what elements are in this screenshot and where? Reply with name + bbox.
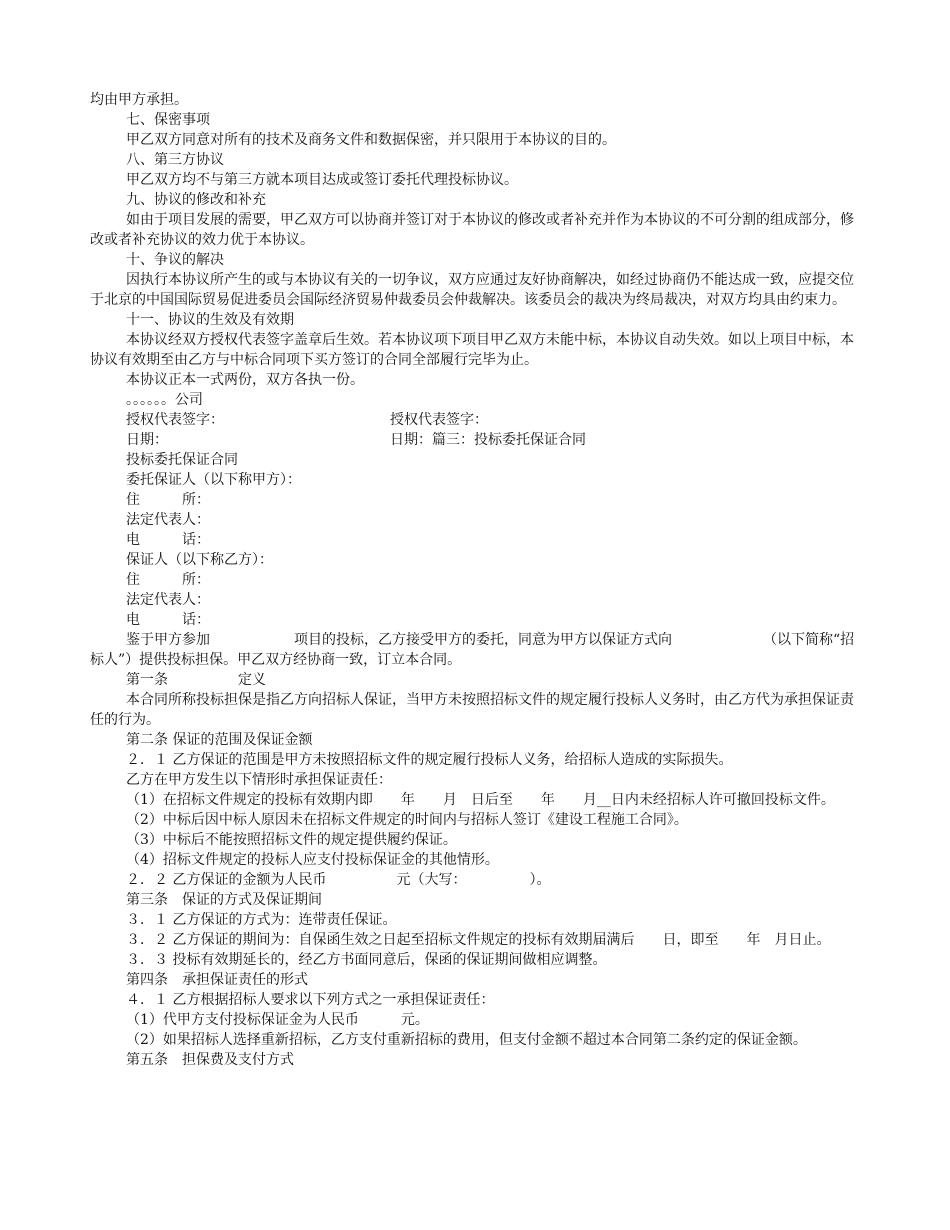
document-body xyxy=(90,90,860,1070)
party-a-signature-label: 日期： xyxy=(126,432,168,448)
paragraph: 第三条 保证的方式及保证期间 xyxy=(126,892,322,908)
paragraph: 本协议正本一式两份，双方各执一份。 xyxy=(126,372,364,388)
paragraph: 委托保证人（以下称甲方）： xyxy=(126,472,301,488)
party-a-signature-label: 授权代表签字： xyxy=(126,412,224,428)
paragraph: 法定代表人： xyxy=(126,592,210,608)
paragraph: 住 所： xyxy=(126,492,210,508)
paragraph: （2）中标后因中标人原因未在招标文件规定的时间内与招标人签订《建设工程施工合同》。 xyxy=(126,812,688,828)
signature-row xyxy=(90,410,860,430)
guarantee-contract-section xyxy=(90,450,860,1070)
party-b-signature-label: 日期：篇三：投标委托保证合同 xyxy=(390,432,586,448)
paragraph: 甲乙双方均不与第三方就本项目达成或签订委托代理投标协议。 xyxy=(126,172,518,188)
paragraph: 乙方在甲方发生以下情形时承担保证责任： xyxy=(126,772,392,788)
paragraph: ３．１ 乙方保证的方式为：连带责任保证。 xyxy=(126,912,397,928)
paragraph: 电 话： xyxy=(126,532,210,548)
paragraph: 九、协议的修改和补充 xyxy=(126,192,266,208)
paragraph: 法定代表人： xyxy=(126,512,210,528)
paragraph: ２．２ 乙方保证的金额为人民币 元（大写： ）。 xyxy=(126,872,551,888)
paragraph: ４．１ 乙方根据招标人要求以下列方式之一承担保证责任： xyxy=(126,992,495,1008)
paragraph: 第二条 保证的范围及保证金额 xyxy=(126,732,313,748)
agreement-section xyxy=(90,90,860,410)
paragraph: 七、保密事项 xyxy=(126,112,210,128)
signature-row xyxy=(90,430,860,450)
paragraph: 第五条 担保费及支付方式 xyxy=(126,1052,294,1068)
paragraph: （3）中标后不能按照招标文件的规定提供履约保证。 xyxy=(126,832,457,848)
paragraph: （2）如果招标人选择重新招标，乙方支付重新招标的费用，但支付金额不超过本合同第二条约定的保证金额。 xyxy=(126,1032,807,1048)
paragraph: 本合同所称投标担保是指乙方向招标人保证，当甲方未按照招标文件的规定履行投标人义务时，由乙方代为承担保证责任的行为。 xyxy=(90,692,854,728)
party-b-signature-label: 授权代表签字： xyxy=(390,412,488,428)
paragraph: 如由于项目发展的需要，甲乙双方可以协商并签订对于本协议的修改或者补充并作为本协议的不可分割的组成部分，修改或者补充协议的效力优于本协议。 xyxy=(90,212,854,248)
paragraph: ２．１ 乙方保证的范围是甲方未按照招标文件的规定履行投标人义务，给招标人造成的实际损失。 xyxy=(126,752,733,768)
paragraph: （4）招标文件规定的投标人应支付投标保证金的其他情形。 xyxy=(126,852,499,868)
paragraph: 第四条 承担保证责任的形式 xyxy=(126,972,308,988)
paragraph: 住 所： xyxy=(126,572,210,588)
paragraph: （1）在招标文件规定的投标有效期内即 年 月 日后至 年 月__日内未经招标人许可撤回投标文件。 xyxy=(126,792,835,808)
paragraph: 投标委托保证合同 xyxy=(126,452,238,468)
paragraph: 第一条 定义 xyxy=(126,672,266,688)
paragraph: 因执行本协议所产生的或与本协议有关的一切争议，双方应通过友好协商解决，如经过协商仍不能达成一致，应提交位于北京的中国国际贸易促进委员会国际经济贸易仲裁委员会仲裁解决。该委员会的裁决为终局裁决，对双方均具由约束力。 xyxy=(90,272,854,308)
paragraph: 甲乙双方同意对所有的技术及商务文件和数据保密，并只限用于本协议的目的。 xyxy=(126,132,616,148)
paragraph: 电 话： xyxy=(126,612,210,628)
paragraph: 。。。。。。公司 xyxy=(126,392,203,408)
paragraph: 保证人（以下称乙方）： xyxy=(126,552,273,568)
paragraph: 十一、协议的生效及有效期 xyxy=(126,312,294,328)
signature-block xyxy=(90,410,860,450)
paragraph: ３．２ 乙方保证的期间为：自保函生效之日起至招标文件规定的投标有效期届满后 日，即至 年 月日止。 xyxy=(126,932,831,948)
paragraph: 鉴于甲方参加 项目的投标，乙方接受甲方的委托，同意为甲方以保证方式向 （以下简称“招标人”）提供投标担保。甲乙双方经协商一致，订立本合同。 xyxy=(90,632,855,668)
paragraph: 本协议经双方授权代表签字盖章后生效。若本协议项下项目甲乙双方未能中标，本协议自动失效。如以上项目中标，本协议有效期至由乙方与中标合同项下买方签订的合同全部履行完毕为止。 xyxy=(90,332,854,368)
paragraph: 十、争议的解决 xyxy=(126,252,224,268)
paragraph: ３．３ 投标有效期延长的，经乙方书面同意后，保函的保证期间做相应调整。 xyxy=(126,952,607,968)
paragraph: 八、第三方协议 xyxy=(126,152,224,168)
paragraph: （1）代甲方支付投标保证金为人民币 元。 xyxy=(126,1012,429,1028)
paragraph: 均由甲方承担。 xyxy=(90,92,188,108)
